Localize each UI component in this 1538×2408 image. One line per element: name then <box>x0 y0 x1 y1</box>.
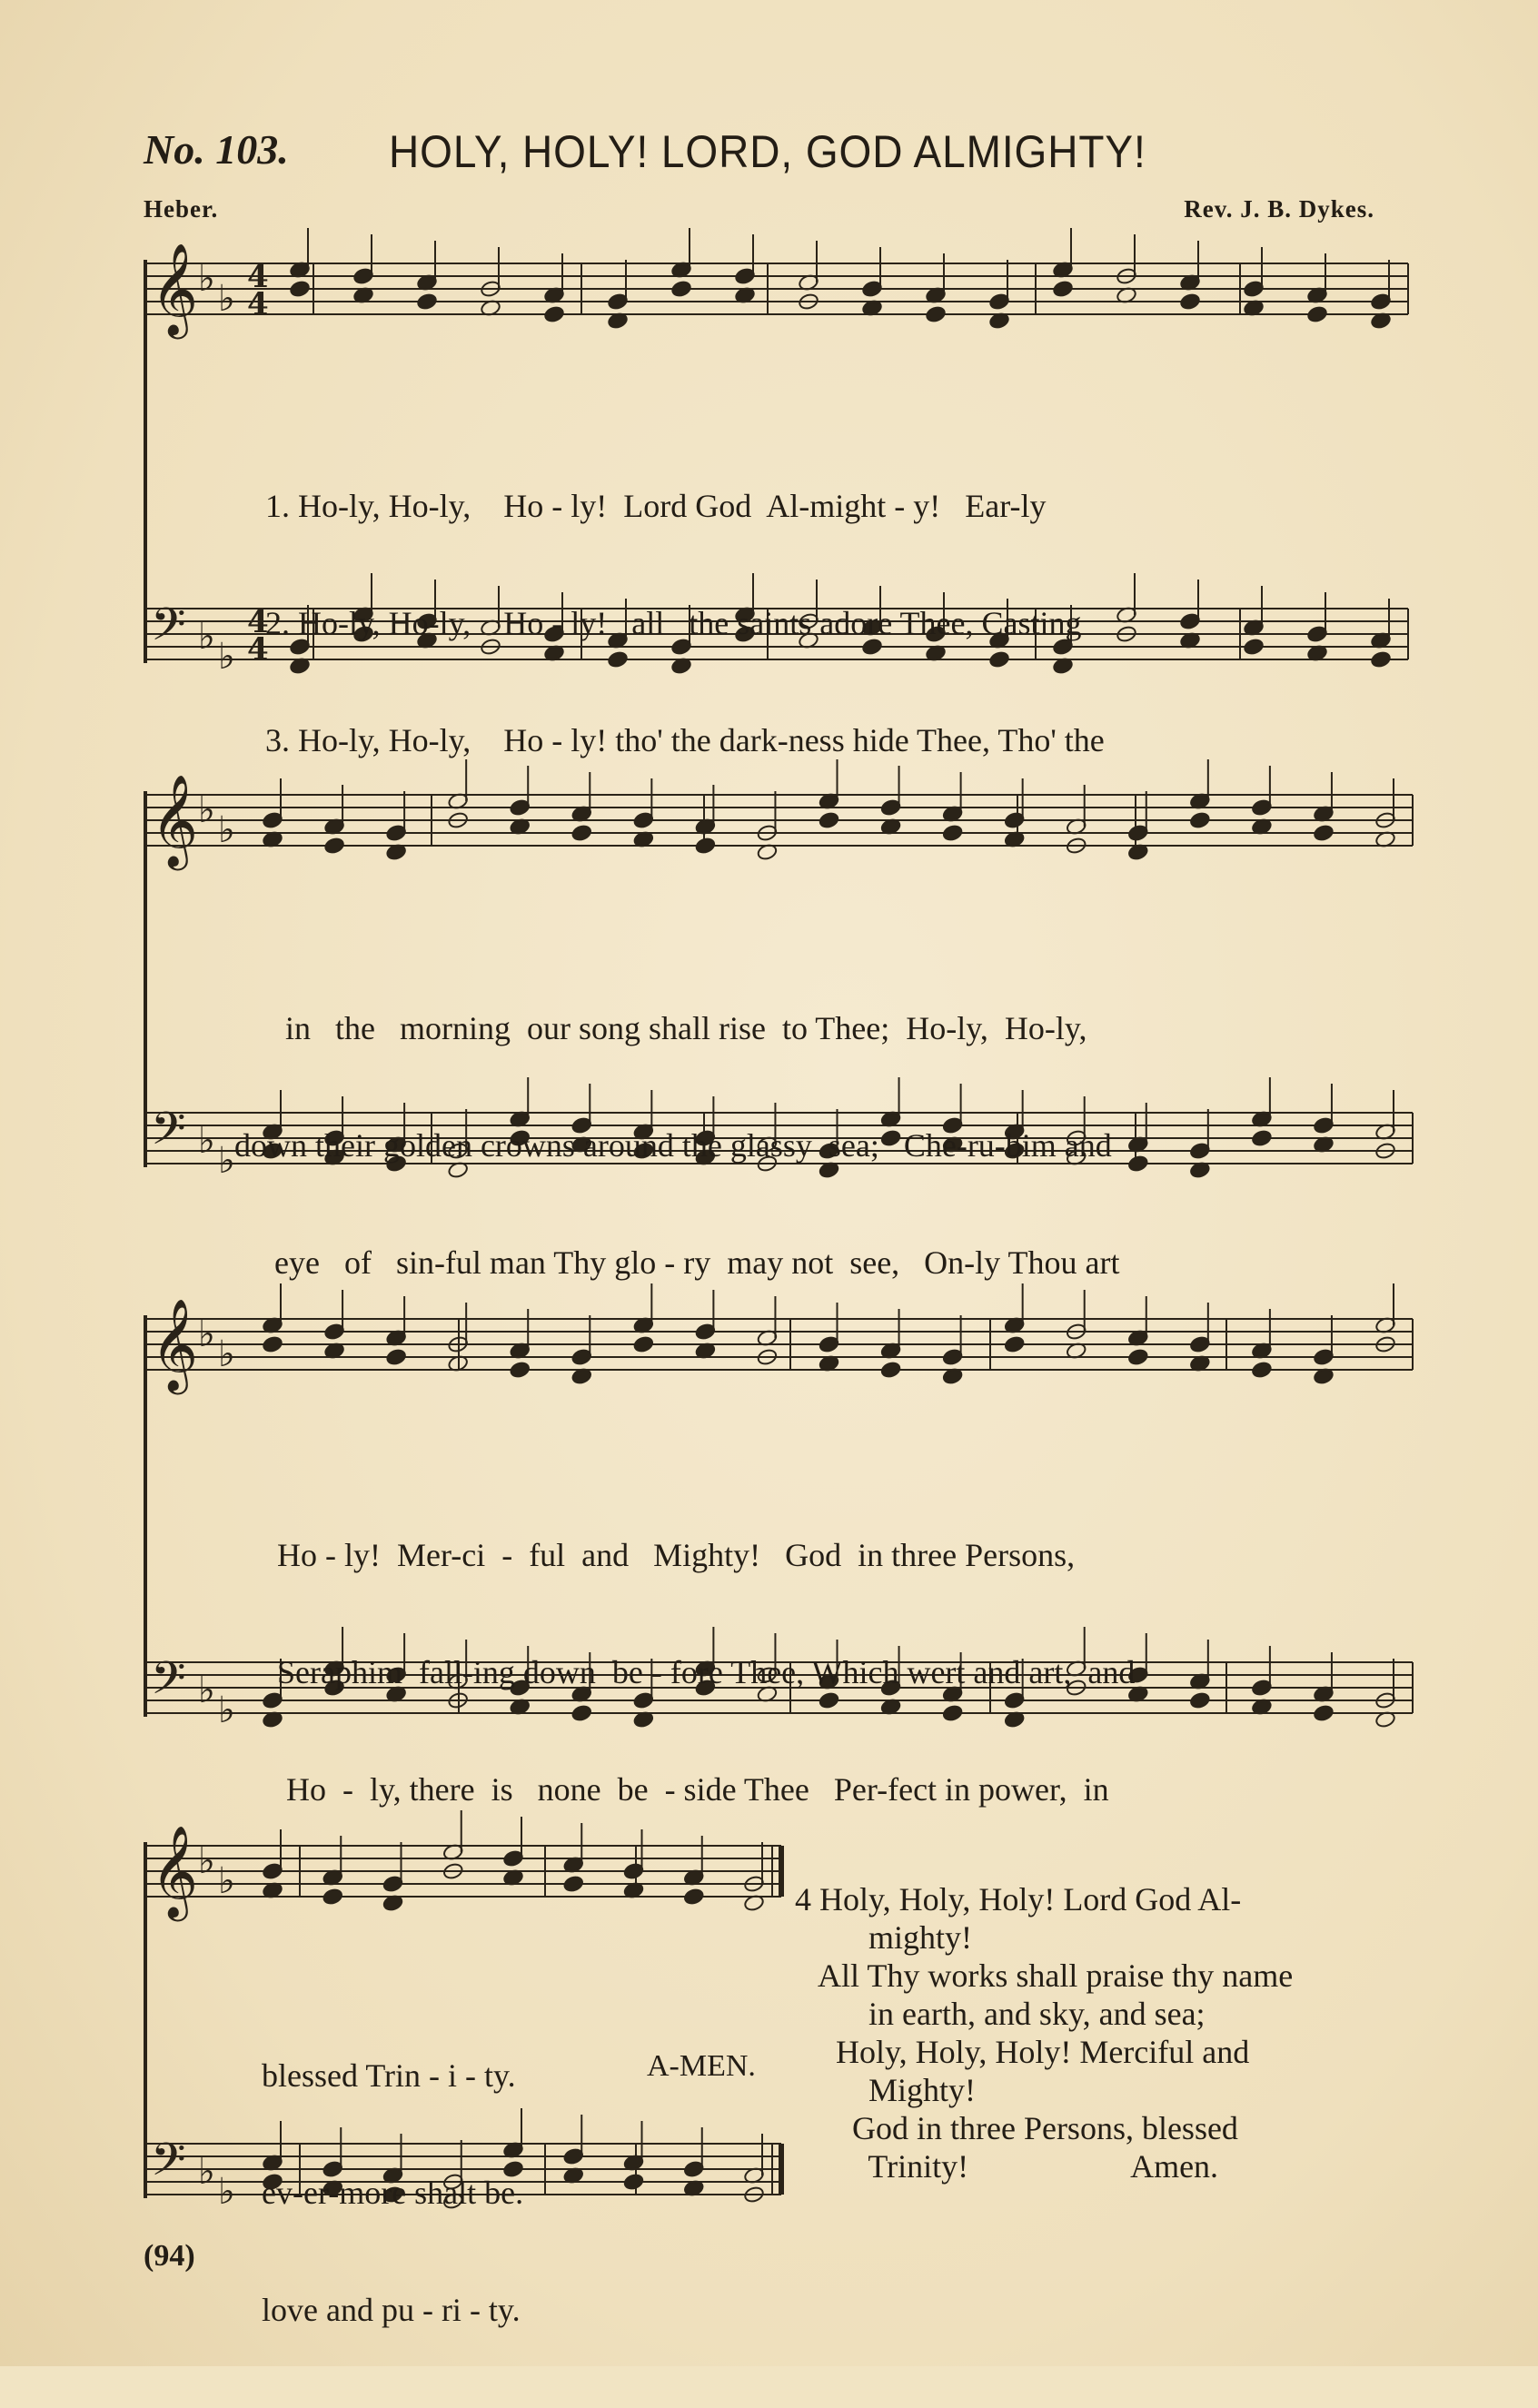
lyric-line: ev-er-more shalt be. <box>262 2175 524 2211</box>
hymn-number: No. 103. <box>144 126 289 173</box>
lyric-line: 1. Ho-ly, Ho-ly, Ho - ly! Lord God Al-might - y! Ear-ly <box>265 488 1047 524</box>
lyric-line: down their golden crowns around the glassy sea; Che-ru-bim and <box>234 1127 1112 1164</box>
key-signature-flat-icon: ♭ <box>218 2171 235 2213</box>
key-signature-flat-icon: ♭ <box>198 1670 215 1711</box>
page-number: (94) <box>144 2239 195 2273</box>
lyric-line: blessed Trin - i - ty. <box>262 2057 516 2094</box>
key-signature-flat-icon: ♭ <box>198 1120 215 1162</box>
notehead <box>880 1361 902 1379</box>
verse-4-line: in earth, and sky, and sea; <box>795 1996 1206 2032</box>
notehead <box>683 1888 705 1906</box>
hymn-title: HOLY, HOLY! LORD, GOD ALMIGHTY! <box>389 126 1146 177</box>
key-signature-flat-icon: ♭ <box>218 1140 235 1182</box>
verse-4-line: 4 Holy, Holy, Holy! Lord God Al- <box>795 1881 1242 1917</box>
time-signature: 4 <box>247 604 269 640</box>
key-signature-flat-icon: ♭ <box>218 278 235 320</box>
notehead <box>695 837 717 855</box>
key-signature-flat-icon: ♭ <box>198 258 215 300</box>
notehead <box>509 1361 531 1379</box>
lyrics-system-4 <box>262 1978 523 2408</box>
time-signature: 4 <box>247 286 269 322</box>
verse-4-line: God in three Persons, blessed <box>795 2110 1238 2146</box>
notehead <box>1313 1704 1335 1722</box>
verse-4-text <box>795 1880 1413 2185</box>
notehead <box>543 305 565 323</box>
verse-4-line: All Thy works shall praise thy name <box>795 1957 1294 1994</box>
notehead <box>1179 292 1201 311</box>
treble-clef-icon: 𝄞 <box>151 1297 199 1391</box>
key-signature-flat-icon: ♭ <box>198 2151 215 2193</box>
notehead <box>1189 1691 1211 1709</box>
key-signature-flat-icon: ♭ <box>218 809 235 851</box>
key-signature-flat-icon: ♭ <box>218 1333 235 1375</box>
bass-clef-icon: 𝄢 <box>151 599 186 662</box>
key-signature-flat-icon: ♭ <box>198 1313 215 1355</box>
time-signature: 4 <box>247 259 269 295</box>
notehead <box>323 837 345 855</box>
key-signature-flat-icon: ♭ <box>198 789 215 831</box>
treble-clef-icon: 𝄞 <box>151 242 199 335</box>
notehead <box>1313 824 1335 842</box>
lyric-line: 2. Ho-ly, Ho-ly, Ho - ly! all the saints adore Thee, Casting <box>265 605 1082 641</box>
lyric-line: love and pu - ri - ty. <box>262 2292 521 2328</box>
lyrics-system-3 <box>277 1458 1135 1888</box>
time-signature: 4 <box>247 631 269 668</box>
lyrics-system-2 <box>234 931 1119 1361</box>
lyric-line: in the morning our song shall rise to Thee; Ho-ly, Ho-ly, <box>285 1010 1087 1046</box>
notehead <box>1370 650 1392 669</box>
verse-4-line: Trinity! Amen. <box>795 2148 1219 2185</box>
lyric-line: 3. Ho-ly, Ho-ly, Ho - ly! tho' the dark-ness hide Thee, Tho' the <box>265 722 1105 758</box>
lyrics-system-1 <box>265 409 1105 838</box>
notehead <box>1052 280 1074 298</box>
verse-4-line: mighty! <box>795 1919 972 1956</box>
key-signature-flat-icon: ♭ <box>198 616 215 658</box>
composer-credit: Rev. J. B. Dykes. <box>1184 195 1374 223</box>
treble-clef-icon: 𝄞 <box>151 1824 199 1917</box>
bass-clef-icon: 𝄢 <box>151 2134 186 2197</box>
notehead <box>925 305 947 323</box>
notehead <box>289 280 311 298</box>
notehead <box>416 292 438 311</box>
key-signature-flat-icon: ♭ <box>218 1860 235 1902</box>
verse-4-line: Holy, Holy, Holy! Merciful and <box>795 2034 1250 2070</box>
notehead <box>1127 1154 1149 1173</box>
lyric-line: Ho - ly! Mer-ci - ful and Mighty! God in three Persons, <box>277 1537 1076 1573</box>
key-signature-flat-icon: ♭ <box>198 1840 215 1882</box>
verse-4-line: Mighty! <box>795 2072 977 2108</box>
notehead <box>1251 1129 1273 1147</box>
notehead <box>623 2173 645 2191</box>
lyricist-credit: Heber. <box>144 195 219 223</box>
notehead <box>1127 1348 1149 1366</box>
amen-label: A-MEN. <box>647 2049 756 2083</box>
key-signature-flat-icon: ♭ <box>218 636 235 678</box>
notehead <box>1189 811 1211 829</box>
notehead <box>322 1888 343 1906</box>
notehead <box>1243 638 1265 656</box>
notehead <box>1306 305 1328 323</box>
lyric-line: Seraphim fall-ing down be - fore Thee, Which wert and art, and <box>277 1654 1136 1690</box>
lyric-line: Ho - ly, there is none be - side Thee Per-fect in power, in <box>286 1771 1109 1808</box>
notehead <box>670 280 692 298</box>
lyric-line: eye of sin-ful man Thy glo - ry may not see, On-ly Thou art <box>274 1244 1120 1281</box>
bass-clef-icon: 𝄢 <box>151 1652 186 1716</box>
key-signature-flat-icon: ♭ <box>218 1690 235 1731</box>
bass-clef-icon: 𝄢 <box>151 1103 186 1166</box>
treble-clef-icon: 𝄞 <box>151 773 199 867</box>
notehead <box>1251 1361 1273 1379</box>
